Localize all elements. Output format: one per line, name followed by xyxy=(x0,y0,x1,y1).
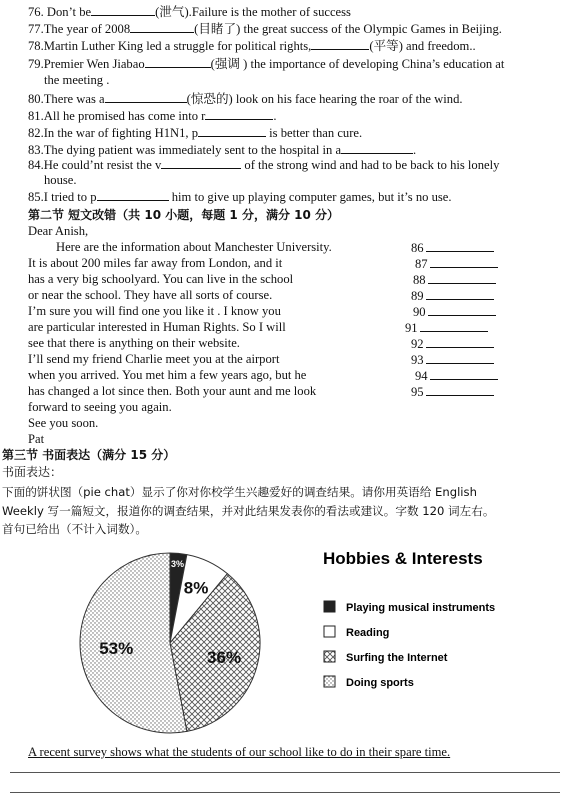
section3-instruction-3: 首句已给出（不计入词数）。 xyxy=(2,522,147,536)
correction-item xyxy=(411,287,494,304)
correction-blank[interactable] xyxy=(430,367,498,380)
letter-greeting: Dear Anish, xyxy=(28,224,89,238)
answer-blank[interactable] xyxy=(205,107,273,120)
letter-signature: Pat xyxy=(28,432,45,446)
fill-in-text: 77.The year of 2008 xyxy=(28,22,131,36)
correction-number: 91 xyxy=(405,321,418,335)
fill-in-text: 76. Don’t be xyxy=(28,5,92,19)
fill-in-item xyxy=(28,188,452,205)
correction-item xyxy=(415,255,498,272)
correction-blank[interactable] xyxy=(430,255,498,268)
correction-item xyxy=(411,239,494,256)
fill-in-text: 79.Premier Wen Jiabao xyxy=(28,57,145,71)
section2-title: 第二节 短文改错（共 10 小题，每题 1 分，满分 10 分） xyxy=(28,208,339,222)
legend-label: Doing sports xyxy=(346,677,414,689)
fill-in-item xyxy=(28,37,476,54)
fill-in-item xyxy=(28,55,504,72)
correction-blank[interactable] xyxy=(428,303,496,316)
correction-item xyxy=(411,383,494,400)
legend-swatch xyxy=(324,651,335,662)
legend-swatch xyxy=(324,626,335,637)
correction-blank[interactable] xyxy=(426,383,494,396)
correction-number: 86 xyxy=(411,241,424,255)
fill-in-text: (泄气).Failure is the mother of success xyxy=(155,5,351,19)
fill-in-text: him to give up playing computer games, but it’s no use. xyxy=(168,190,452,204)
fill-in-text: 80.There was a xyxy=(28,92,105,106)
correction-blank[interactable] xyxy=(426,335,494,348)
fill-in-text: 82.In the war of fighting H1N1, p xyxy=(28,126,198,140)
pie-chart xyxy=(0,540,567,740)
correction-blank[interactable] xyxy=(428,271,496,284)
fill-in-text: 78.Martin Luther King led a struggle for political rights, xyxy=(28,39,312,53)
letter-line: I’ll send my friend Charlie meet you at the airport xyxy=(28,352,280,366)
answer-blank[interactable] xyxy=(145,55,211,68)
correction-blank[interactable] xyxy=(426,287,494,300)
writing-line-2 xyxy=(10,792,560,793)
letter-closing-1: forward to seeing you again. xyxy=(28,400,172,414)
first-sentence: A recent survey shows what the students of our school like to do in their spare time. xyxy=(28,745,451,759)
legend-label: Surfing the Internet xyxy=(346,652,448,664)
letter-line: when you arrived. You met him a few years ago, but he xyxy=(28,368,307,382)
letter-line: see that there is anything on their website. xyxy=(28,336,240,350)
fill-in-text: . xyxy=(413,143,417,157)
fill-in-item xyxy=(44,72,109,88)
correction-number: 88 xyxy=(413,273,426,287)
answer-blank[interactable] xyxy=(311,37,369,50)
writing-line-1 xyxy=(10,772,560,773)
letter-line: has changed a lot since then. Both your aunt and me look xyxy=(28,384,317,398)
pie-label: 53% xyxy=(99,639,134,659)
fill-in-item xyxy=(28,124,362,141)
fill-in-text: is better than cure. xyxy=(266,126,363,140)
letter-line: It is about 200 miles far away from London, and it xyxy=(28,256,283,270)
fill-in-text: 84.He could’nt resist the v xyxy=(28,158,162,172)
correction-blank[interactable] xyxy=(426,351,494,364)
letter-line: I’m sure you will find one you like it . I know you xyxy=(28,304,281,318)
letter-line: are particular interested in Human Rights. So I will xyxy=(28,320,286,334)
answer-blank[interactable] xyxy=(91,3,155,16)
fill-in-text: (惊恐的) look on his face hearing the roar of the wind. xyxy=(186,92,463,106)
fill-in-text: house. xyxy=(44,173,77,187)
answer-blank[interactable] xyxy=(161,156,241,169)
correction-number: 94 xyxy=(415,369,428,383)
chart-title: Hobbies & Interests xyxy=(323,549,483,568)
section3-title: 第三节 书面表达（满分 15 分） xyxy=(2,448,176,462)
correction-item xyxy=(413,271,496,288)
fill-in-item xyxy=(28,90,463,107)
correction-item xyxy=(411,351,494,368)
correction-item xyxy=(413,303,496,320)
fill-in-text: the meeting . xyxy=(44,73,110,87)
fill-in-item xyxy=(44,172,77,188)
answer-blank[interactable] xyxy=(130,20,194,33)
answer-blank[interactable] xyxy=(105,90,187,103)
section3-instruction-1: 下面的饼状图（pie chat）显示了你对你校学生兴趣爱好的调查结果。请你用英语给 English xyxy=(2,485,477,499)
answer-blank[interactable] xyxy=(341,141,413,154)
correction-number: 93 xyxy=(411,353,424,367)
correction-number: 95 xyxy=(411,385,424,399)
correction-item xyxy=(411,335,494,352)
answer-blank[interactable] xyxy=(97,188,169,201)
fill-in-text: . xyxy=(273,109,277,123)
correction-number: 89 xyxy=(411,289,424,303)
letter-closing-2: See you soon. xyxy=(28,416,99,430)
section3-instruction-2: Weekly 写一篇短文，报道你的调查结果，并对此结果发表你的看法或建议。字数 120 词左右。 xyxy=(2,504,495,518)
fill-in-item xyxy=(28,107,276,124)
pie-label: 8% xyxy=(183,578,209,598)
correction-blank[interactable] xyxy=(426,239,494,252)
legend-swatch xyxy=(324,601,335,612)
fill-in-text: (平等) and freedom.. xyxy=(369,39,476,53)
fill-in-text: 81.All he promised has come into r xyxy=(28,109,206,123)
fill-in-item xyxy=(28,3,351,20)
fill-in-text: (强调 ) the importance of developing China’s education at xyxy=(210,57,505,71)
fill-in-item xyxy=(28,20,502,37)
letter-line: Here are the information about Manchester University. xyxy=(56,240,332,254)
fill-in-text: 83.The dying patient was immediately sent to the hospital in a xyxy=(28,143,342,157)
pie-label: 36% xyxy=(207,647,242,667)
correction-number: 92 xyxy=(411,337,424,351)
correction-blank[interactable] xyxy=(420,319,488,332)
chart-legend xyxy=(324,601,495,689)
correction-number: 87 xyxy=(415,257,428,271)
letter-line: or near the school. They have all sorts of course. xyxy=(28,288,273,302)
legend-swatch xyxy=(324,676,335,687)
fill-in-text: 85.I tried to p xyxy=(28,190,97,204)
letter-line: has a very big schoolyard. You can live in the school xyxy=(28,272,294,286)
fill-in-text: (目睹了) the great success of the Olympic Games in Beijing. xyxy=(194,22,502,36)
fill-in-item xyxy=(28,156,499,173)
pie-label: 3% xyxy=(170,559,184,570)
legend-label: Reading xyxy=(346,627,390,639)
correction-item xyxy=(405,319,488,336)
answer-blank[interactable] xyxy=(198,124,266,137)
correction-number: 90 xyxy=(413,305,426,319)
section3-label: 书面表达： xyxy=(2,465,63,479)
correction-item xyxy=(415,367,498,384)
legend-label: Playing musical instruments xyxy=(346,602,496,614)
fill-in-text: of the strong wind and had to be back to his lonely xyxy=(241,158,500,172)
